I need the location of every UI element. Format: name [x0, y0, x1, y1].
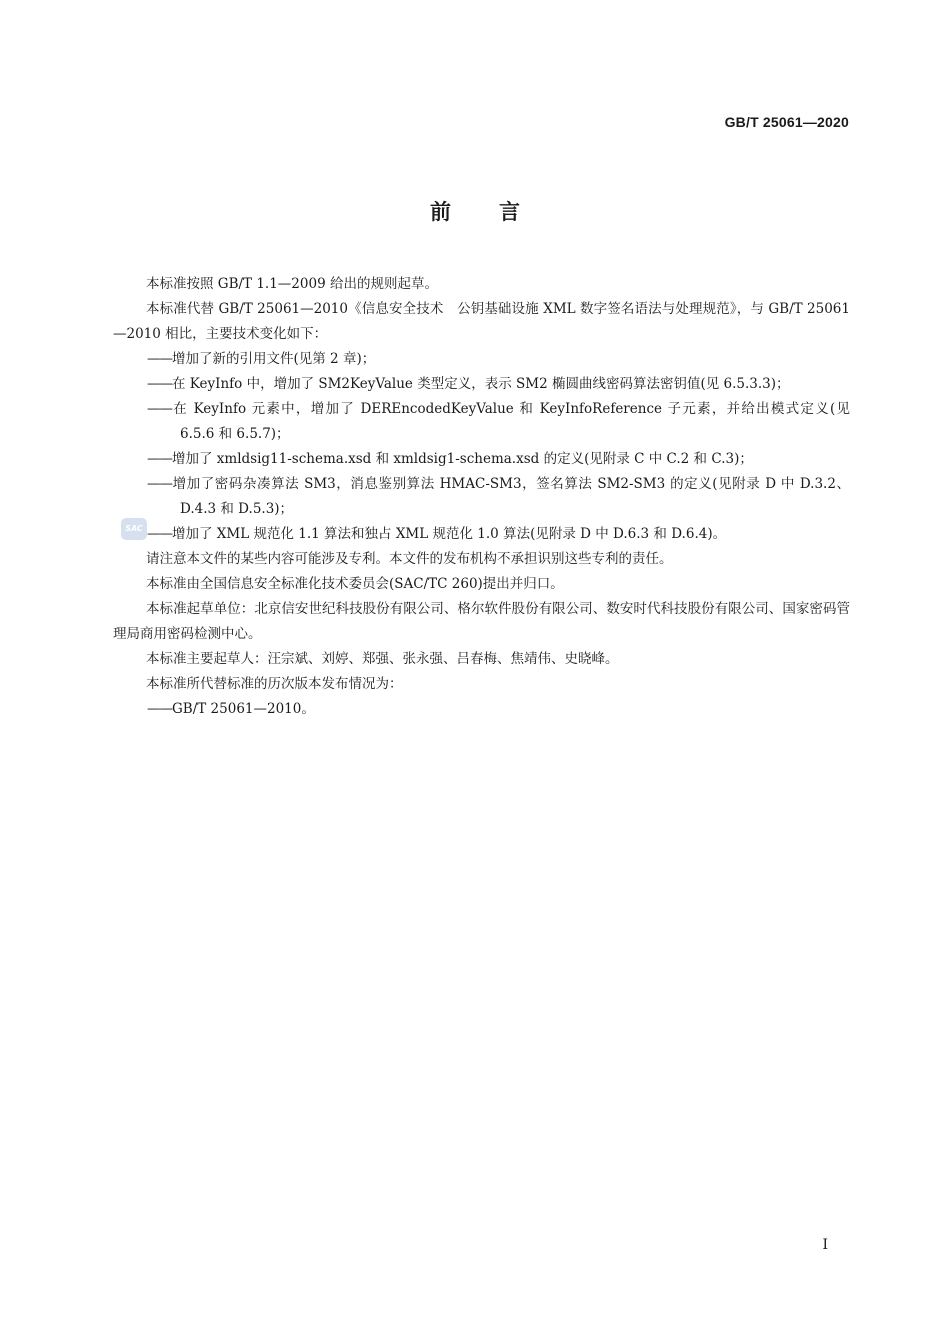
paragraph-history-intro: 本标准所代替标准的历次版本发布情况为：: [146, 676, 403, 692]
list-dash: ——: [147, 451, 172, 467]
change-item-text: 在 KeyInfo 中，增加了 SM2KeyValue 类型定义，表示 SM2 椭圆曲线密码算法密钥值(见 6.5.3.3)；: [172, 376, 790, 392]
change-item-text: 增加了密码杂凑算法 SM3，消息鉴别算法 HMAC-SM3，签名算法 SM2-SM3 的定义(见附录 D 中 D.3.2、D.4.3 和 D.5.3)；: [172, 476, 850, 517]
list-dash: ——: [147, 476, 172, 492]
sac-watermark-logo: SAC: [121, 518, 147, 540]
list-dash: ——: [147, 401, 172, 417]
paragraph-drafters: 本标准主要起草人：汪宗斌、刘婷、郑强、张永强、吕春梅、焦靖伟、史晓峰。: [146, 651, 619, 667]
history-item: [113, 697, 850, 722]
page-title: 前言: [430, 200, 568, 224]
change-item-text: 增加了 xmldsig11-schema.xsd 和 xmldsig1-schema.xsd 的定义(见附录 C 中 C.2 和 C.3)；: [172, 451, 753, 467]
change-item-text: 增加了新的引用文件(见第 2 章)；: [172, 351, 376, 367]
change-item: [113, 447, 850, 472]
change-item-text: 在 KeyInfo 元素中，增加了 DEREncodedKeyValue 和 KeyInfoReference 子元素，并给出模式定义(见 6.5.6 和 6.5.7)；: [172, 401, 850, 442]
paragraph-drafting-rules: 本标准按照 GB/T 1.1—2009 给出的规则起草。: [146, 276, 438, 292]
list-dash: ——: [147, 376, 172, 392]
change-item-text: 增加了 XML 规范化 1.1 算法和独占 XML 规范化 1.0 算法(见附录 D 中 D.6.3 和 D.6.4)。: [172, 526, 727, 542]
change-item: [113, 522, 850, 547]
foreword-body: [113, 272, 850, 722]
page-number: I: [822, 1237, 828, 1253]
standard-number: GB/T 25061—2020: [724, 114, 849, 130]
change-item: [113, 347, 850, 372]
change-item: [113, 372, 850, 397]
paragraph-patent-notice: 请注意本文件的某些内容可能涉及专利。本文件的发布机构不承担识别这些专利的责任。: [146, 551, 673, 567]
paragraph-proposer: 本标准由全国信息安全标准化技术委员会(SAC/TC 260)提出并归口。: [146, 576, 564, 592]
history-item-text: GB/T 25061—2010。: [172, 701, 315, 717]
list-dash: ——: [147, 526, 172, 542]
list-dash: ——: [147, 351, 172, 367]
paragraph-drafting-units: 本标准起草单位：北京信安世纪科技股份有限公司、格尔软件股份有限公司、数安时代科技股份有限公司、国家密码管理局商用密码检测中心。: [113, 601, 850, 642]
list-dash: ——: [147, 701, 172, 717]
change-item: [113, 397, 850, 447]
paragraph-replaces: 本标准代替 GB/T 25061—2010《信息安全技术 公钥基础设施 XML 数字签名语法与处理规范》，与 GB/T 25061—2010 相比，主要技术变化如下：: [113, 301, 850, 342]
change-item: [113, 472, 850, 522]
